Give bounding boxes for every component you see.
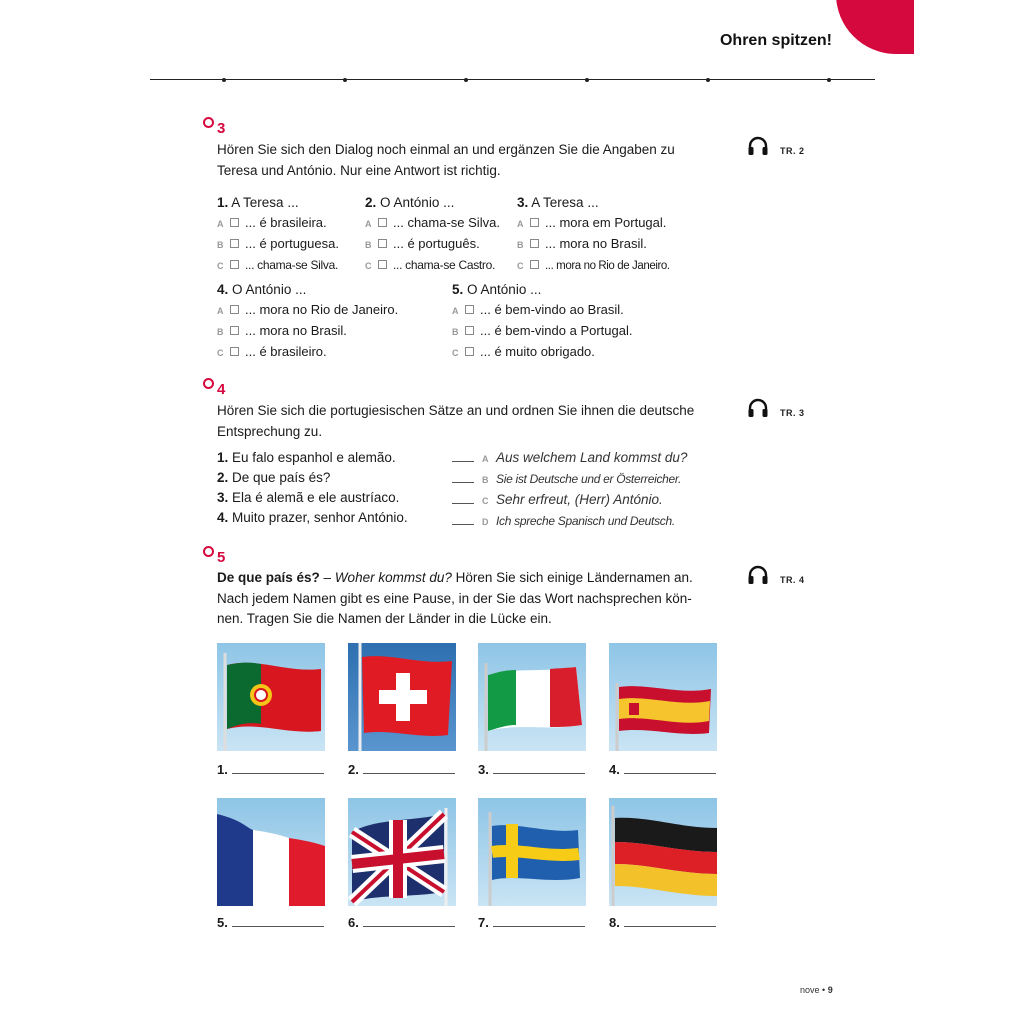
checkbox[interactable] [230,326,239,335]
question-2-options [365,213,500,276]
rule-dot [706,78,710,82]
flag-answer-8[interactable]: 8. [609,913,716,930]
option[interactable]: A ... chama-se Silva. [365,215,500,230]
german-translations [452,448,687,532]
question-3-options [517,213,670,276]
question-3: 3. A Teresa ... [517,195,599,210]
option[interactable]: B ... é bem-vindo a Portugal. [452,323,633,338]
checkbox[interactable] [530,260,539,269]
checkbox[interactable] [465,326,474,335]
audio-marker-icon [203,546,214,557]
flag-answer-2[interactable]: 2. [348,760,455,777]
checkbox[interactable] [378,260,387,269]
page-number: nove • 9 [800,985,833,995]
checkbox[interactable] [230,305,239,314]
question-4-options [217,300,398,363]
spain-flag [609,643,717,751]
option[interactable]: C ... é muito obrigado. [452,344,595,359]
rule-dot [827,78,831,82]
rule-dot [222,78,226,82]
question-1: 1. A Teresa ... [217,195,299,210]
page-title: Ohren spitzen! [719,32,832,49]
header-accent-circle [836,0,914,54]
list-item: 2. De que país és? [217,470,331,485]
checkbox[interactable] [530,239,539,248]
option[interactable]: B ... é português. [365,236,480,251]
exercise-instruction: Hören Sie sich die portugiesischen Sätze an und ordnen Sie ihnen die deutsche Entsprechung zu. [217,403,695,439]
checkbox[interactable] [378,239,387,248]
option[interactable]: B ... mora no Brasil. [517,236,647,251]
option[interactable]: A ... mora no Rio de Janeiro. [217,302,399,317]
option[interactable]: B ... mora no Brasil. [217,323,347,338]
option[interactable]: C ... chama-se Silva. [217,258,339,272]
france-flag [217,798,325,906]
question-1-options [217,213,339,276]
option[interactable]: A ... é bem-vindo ao Brasil. [452,302,624,317]
checkbox[interactable] [230,218,239,227]
option[interactable]: A ... mora em Portugal. [517,215,667,230]
track-label: TR. 2 [780,146,805,156]
answer-blank[interactable] [452,512,474,525]
exercise-number: 5 [217,549,226,566]
rule-dot [343,78,347,82]
list-item: 4. Muito prazer, senhor António. [217,510,408,525]
checkbox[interactable] [378,218,387,227]
germany-flag [609,798,717,906]
answer-blank[interactable] [452,491,474,504]
audio-marker-icon [203,117,214,128]
option[interactable]: C ... mora no Rio de Janeiro. [517,260,670,272]
headphones-icon[interactable] [747,136,769,156]
checkbox[interactable] [465,347,474,356]
portugal-flag [217,643,325,751]
switzerland-flag [348,643,456,751]
list-item: 3. Ela é alemã e ele austríaco. [217,490,400,505]
answer-blank[interactable] [452,470,474,483]
option[interactable]: B ... é portuguesa. [217,236,339,251]
rule-dot [585,78,589,82]
sweden-flag [478,798,586,906]
rule-dot [464,78,468,82]
italy-flag [478,643,586,751]
audio-marker-icon [203,378,214,389]
headphones-icon[interactable] [747,398,769,418]
flag-answer-4[interactable]: 4. [609,760,716,777]
question-5-options [452,300,632,363]
list-item: 1. Eu falo espanhol e alemão. [217,450,396,465]
track-label: TR. 4 [780,575,805,585]
united-kingdom-flag [348,798,456,906]
question-5: 5. O António ... [452,282,542,297]
list-item: C Sehr erfreut, (Herr) António. [452,490,687,511]
exercise-number: 3 [217,120,226,137]
flag-answer-7[interactable]: 7. [478,913,585,930]
portuguese-sentences [217,448,408,528]
list-item: B Sie ist Deutsche und er Österreicher. [452,469,687,490]
checkbox[interactable] [530,218,539,227]
option[interactable]: A ... é brasileira. [217,215,327,230]
question-2: 2. O António ... [365,195,455,210]
exercise-instruction: De que país és? – Woher kommst du? Hören Sie sich einige Ländernamen an. Nach jedem Namen gibt es eine Pause, in der Sie das Wort nachsprechen kön-nen. Tragen Sie die Namen der Länder in die Lücke ein. [217,570,693,626]
header-rule [150,79,875,80]
list-item: A Aus welchem Land kommst du? [452,448,687,469]
answer-blank[interactable] [452,449,474,462]
checkbox[interactable] [230,260,239,269]
flag-answer-1[interactable]: 1. [217,760,324,777]
option[interactable]: C ... chama-se Castro. [365,258,496,272]
checkbox[interactable] [230,347,239,356]
checkbox[interactable] [465,305,474,314]
exercise-instruction: Hören Sie sich den Dialog noch einmal an und ergänzen Sie die Angaben zu Teresa und António. Nur eine Antwort ist richtig. [217,142,675,178]
flag-answer-5[interactable]: 5. [217,913,324,930]
checkbox[interactable] [230,239,239,248]
flag-answer-6[interactable]: 6. [348,913,455,930]
track-label: TR. 3 [780,408,805,418]
option[interactable]: C ... é brasileiro. [217,344,327,359]
exercise-number: 4 [217,381,226,398]
question-4: 4. O António ... [217,282,307,297]
list-item: D Ich spreche Spanisch und Deutsch. [452,511,687,532]
flag-answer-3[interactable]: 3. [478,760,585,777]
headphones-icon[interactable] [747,565,769,585]
